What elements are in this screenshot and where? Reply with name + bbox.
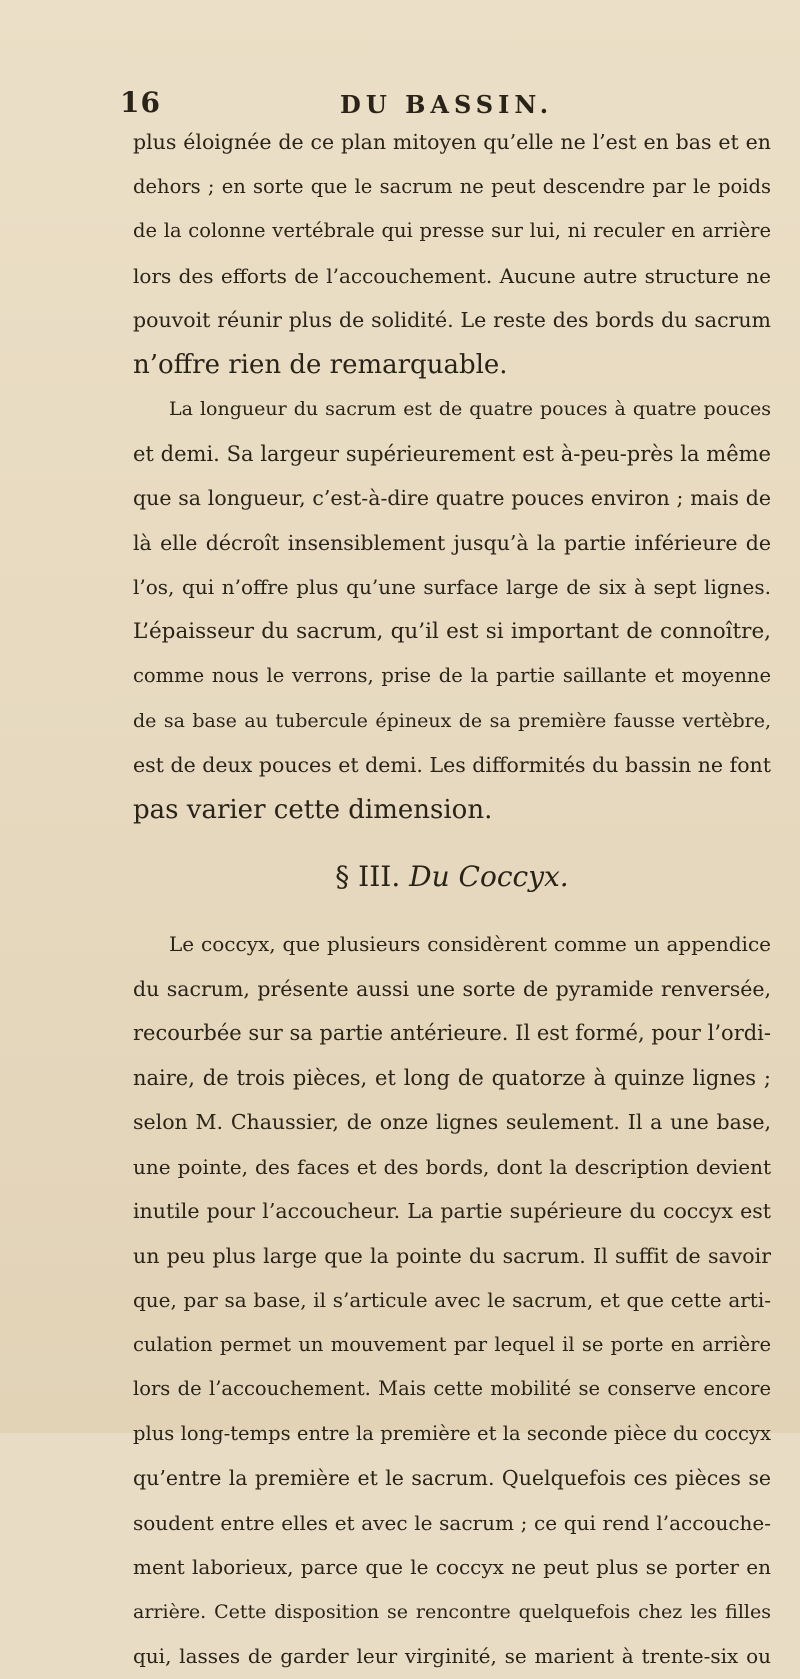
text-line: comme nous le verrons, prise de la partie saillante et moyenne bbox=[133, 664, 771, 687]
text-line: lors de l’accouchement. Mais cette mobilité se conserve encore bbox=[133, 1377, 771, 1400]
text-line: et demi. Sa largeur supérieurement est à-peu-près la même bbox=[133, 441, 771, 466]
text-line: que sa longueur, c’est-à-dire quatre pouces environ ; mais de bbox=[133, 486, 771, 510]
section-number: § III. bbox=[335, 860, 401, 893]
text-line: naire, de trois pièces, et long de quatorze à quinze lignes ; bbox=[133, 1065, 771, 1090]
text-line: de la colonne vertébrale qui presse sur lui, ni reculer en arrière bbox=[133, 219, 771, 242]
text-line: soudent entre elles et avec le sacrum ; ce qui rend l’accouche- bbox=[133, 1510, 771, 1535]
text-line: l’os, qui n’offre plus qu’une surface large de six à sept lignes. bbox=[133, 575, 771, 599]
text-line: un peu plus large que la pointe du sacrum. Il suffit de savoir bbox=[133, 1243, 771, 1268]
running-head: DU BASSIN. bbox=[340, 90, 554, 119]
body-text bbox=[133, 120, 771, 1679]
page-number: 16 bbox=[120, 86, 161, 119]
text-line: que, par sa base, il s’articule avec le sacrum, et que cette arti- bbox=[133, 1288, 771, 1312]
text-line: inutile pour l’accoucheur. La partie supérieure du coccyx est bbox=[133, 1199, 771, 1223]
text-line: du sacrum, présente aussi une sorte de pyramide renversée, bbox=[133, 976, 771, 1001]
text-line: dehors ; en sorte que le sacrum ne peut descendre par le poids bbox=[133, 174, 771, 198]
text-line: selon M. Chaussier, de onze lignes seulement. Il a une base, bbox=[133, 1110, 771, 1134]
text-line: qui, lasses de garder leur virginité, se marient à trente-six ou bbox=[133, 1644, 771, 1668]
text-line: culation permet un mouvement par lequel il se porte en arrière bbox=[133, 1332, 771, 1356]
text-line: lors des efforts de l’accouchement. Aucune autre structure ne bbox=[133, 263, 771, 288]
text-line: plus long-temps entre la première et la seconde pièce du coccyx bbox=[133, 1421, 771, 1445]
text-line: une pointe, des faces et des bords, dont la description devient bbox=[133, 1154, 771, 1179]
text-line: qu’entre la première et le sacrum. Quelquefois ces pièces se bbox=[133, 1466, 771, 1490]
text-line: recourbée sur sa partie antérieure. Il est formé, pour l’ordi- bbox=[133, 1021, 771, 1045]
text-line: là elle décroît insensiblement jusqu’à la partie inférieure de bbox=[133, 530, 771, 555]
text-line: ment laborieux, parce que le coccyx ne peut plus se porter en bbox=[133, 1555, 771, 1579]
text-line: La longueur du sacrum est de quatre pouces à quatre pouces bbox=[169, 398, 771, 420]
text-line: plus éloignée de ce plan mitoyen qu’elle ne l’est en bas et en bbox=[133, 130, 771, 154]
text-line: pouvoit réunir plus de solidité. Le reste des bords du sacrum bbox=[133, 308, 771, 332]
text-line: arrière. Cette disposition se rencontre quelquefois chez les filles bbox=[133, 1600, 771, 1623]
text-line: Le coccyx, que plusieurs considèrent comme un appendice bbox=[169, 932, 771, 956]
text-line: L’épaisseur du sacrum, qu’il est si important de connoître, bbox=[133, 618, 771, 644]
text-line: est de deux pouces et demi. Les difformités du bassin ne font bbox=[133, 753, 771, 777]
text-line: pas varier cette dimension. bbox=[133, 794, 493, 825]
section-title: Du Coccyx. bbox=[409, 860, 569, 893]
text-line: de sa base au tubercule épineux de sa première fausse vertèbre, bbox=[133, 709, 771, 732]
section-heading bbox=[133, 832, 771, 922]
text-line: n’offre rien de remarquable. bbox=[133, 349, 508, 380]
